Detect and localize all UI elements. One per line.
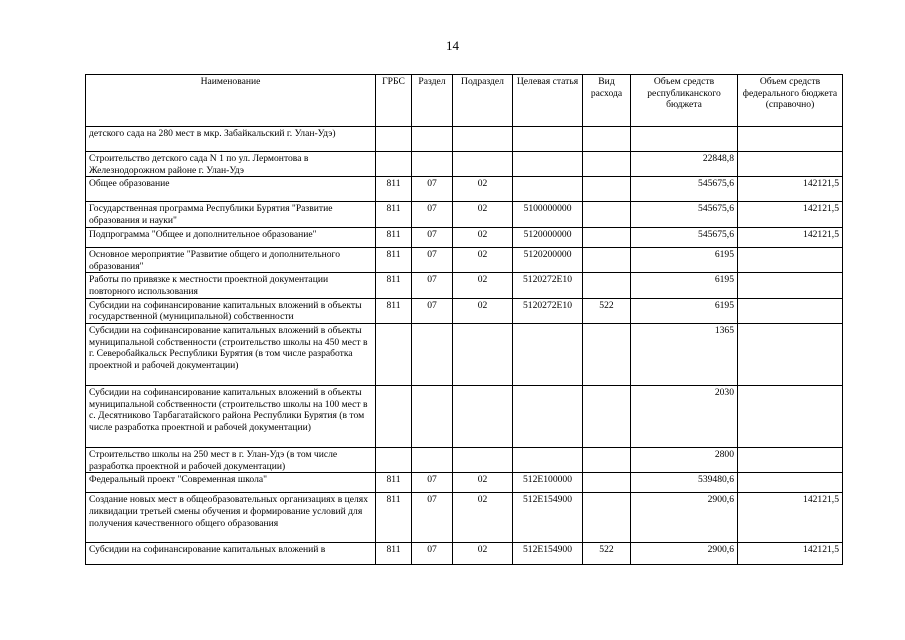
- row-grbs: [376, 127, 412, 152]
- row-grbs: [376, 448, 412, 473]
- row-target-article: [513, 152, 583, 177]
- row-republican-amount: [631, 127, 738, 152]
- row-grbs: 811: [376, 543, 412, 565]
- row-republican-amount: 539480,6: [631, 473, 738, 493]
- table-row: [86, 152, 843, 177]
- row-podrazdel: 02: [453, 177, 513, 202]
- header-name: Наименование: [86, 75, 376, 127]
- row-expense-type: [583, 273, 631, 298]
- table-row: [86, 202, 843, 227]
- row-expense-type: [583, 247, 631, 272]
- row-grbs: [376, 386, 412, 448]
- table-row: [86, 386, 843, 448]
- row-name: Работы по привязке к местности проектной документации повторного использования: [86, 273, 376, 298]
- row-podrazdel: 02: [453, 473, 513, 493]
- row-target-article: [513, 324, 583, 386]
- row-federal-amount: [738, 473, 843, 493]
- row-name: Создание новых мест в общеобразовательных организациях в целях ликвидации третьей смены обучения и формирование условий для получения качественного общего образования: [86, 493, 376, 543]
- row-republican-amount: 545675,6: [631, 177, 738, 202]
- row-expense-type: [583, 177, 631, 202]
- row-name: Строительство школы на 250 мест в г. Улан-Удэ (в том числе разработка проектной и рабочей документации): [86, 448, 376, 473]
- row-podrazdel: 02: [453, 543, 513, 565]
- row-grbs: 811: [376, 202, 412, 227]
- row-razdel: 07: [412, 247, 453, 272]
- header-razdel: Раздел: [412, 75, 453, 127]
- table-row: [86, 493, 843, 543]
- row-target-article: 5100000000: [513, 202, 583, 227]
- row-expense-type: [583, 202, 631, 227]
- row-expense-type: [583, 127, 631, 152]
- row-target-article: 512Е100000: [513, 473, 583, 493]
- row-name: Федеральный проект "Современная школа": [86, 473, 376, 493]
- row-razdel: 07: [412, 273, 453, 298]
- row-razdel: 07: [412, 202, 453, 227]
- row-grbs: 811: [376, 273, 412, 298]
- row-razdel: 07: [412, 543, 453, 565]
- row-federal-amount: [738, 298, 843, 323]
- row-republican-amount: 6195: [631, 273, 738, 298]
- header-grbs: ГРБС: [376, 75, 412, 127]
- row-podrazdel: [453, 127, 513, 152]
- row-federal-amount: [738, 273, 843, 298]
- row-podrazdel: 02: [453, 298, 513, 323]
- header-expense-type: Вид расхода: [583, 75, 631, 127]
- row-podrazdel: 02: [453, 202, 513, 227]
- row-grbs: 811: [376, 177, 412, 202]
- row-target-article: 5120200000: [513, 247, 583, 272]
- row-grbs: 811: [376, 493, 412, 543]
- table-row: [86, 473, 843, 493]
- row-republican-amount: 2800: [631, 448, 738, 473]
- row-grbs: 811: [376, 227, 412, 247]
- header-target-article: Целевая статья: [513, 75, 583, 127]
- row-podrazdel: [453, 152, 513, 177]
- row-republican-amount: 22848,8: [631, 152, 738, 177]
- row-podrazdel: 02: [453, 227, 513, 247]
- row-expense-type: [583, 227, 631, 247]
- header-federal-budget: Объем средств федерального бюджета (справочно): [738, 75, 843, 127]
- row-name: Основное мероприятие "Развитие общего и дополнительного образования": [86, 247, 376, 272]
- row-republican-amount: 545675,6: [631, 227, 738, 247]
- row-federal-amount: 142121,5: [738, 177, 843, 202]
- row-federal-amount: 142121,5: [738, 202, 843, 227]
- row-razdel: 07: [412, 177, 453, 202]
- row-name: Строительство детского сада N 1 по ул. Лермонтова в Железнодорожном районе г. Улан-Удэ: [86, 152, 376, 177]
- row-razdel: [412, 127, 453, 152]
- header-republican-budget: Объем средств республиканского бюджета: [631, 75, 738, 127]
- row-grbs: 811: [376, 247, 412, 272]
- row-expense-type: [583, 152, 631, 177]
- row-grbs: 811: [376, 298, 412, 323]
- row-name: Субсидии на софинансирование капитальных вложений в объекты государственной (муниципальной) собственности: [86, 298, 376, 323]
- row-republican-amount: 2030: [631, 386, 738, 448]
- row-razdel: 07: [412, 298, 453, 323]
- row-federal-amount: [738, 127, 843, 152]
- row-republican-amount: 545675,6: [631, 202, 738, 227]
- row-federal-amount: [738, 324, 843, 386]
- row-name: Субсидии на софинансирование капитальных вложений в объекты муниципальной собственности (строительство школы на 450 мест в г. Северобайкальск Республики Бурятия (в том числе разработка проектной и рабочей документации): [86, 324, 376, 386]
- row-grbs: [376, 152, 412, 177]
- row-target-article: 5120000000: [513, 227, 583, 247]
- row-name: Общее образование: [86, 177, 376, 202]
- row-name: Субсидии на софинансирование капитальных вложений в объекты муниципальной собственности (строительство школы на 100 мест в с. Десятниково Тарбагатайского района Республики Бурятия (в том числе разработка проектной и рабочей документации): [86, 386, 376, 448]
- row-republican-amount: 6195: [631, 298, 738, 323]
- row-expense-type: [583, 386, 631, 448]
- row-target-article: 5120272Е10: [513, 273, 583, 298]
- row-federal-amount: 142121,5: [738, 543, 843, 565]
- row-expense-type: [583, 448, 631, 473]
- row-expense-type: [583, 473, 631, 493]
- row-podrazdel: 02: [453, 493, 513, 543]
- row-grbs: [376, 324, 412, 386]
- row-razdel: [412, 448, 453, 473]
- row-federal-amount: [738, 386, 843, 448]
- row-razdel: 07: [412, 473, 453, 493]
- row-razdel: [412, 386, 453, 448]
- page-number: 14: [446, 38, 459, 53]
- row-target-article: 5120272Е10: [513, 298, 583, 323]
- table-row: [86, 177, 843, 202]
- header-podrazdel: Подраздел: [453, 75, 513, 127]
- row-podrazdel: 02: [453, 273, 513, 298]
- row-expense-type: [583, 324, 631, 386]
- row-name: Подпрограмма "Общее и дополнительное образование": [86, 227, 376, 247]
- row-target-article: [513, 127, 583, 152]
- table-row: [86, 273, 843, 298]
- row-razdel: 07: [412, 227, 453, 247]
- row-expense-type: [583, 493, 631, 543]
- row-name: Субсидии на софинансирование капитальных вложений в: [86, 543, 376, 565]
- row-republican-amount: 6195: [631, 247, 738, 272]
- row-name: детского сада на 280 мест в мкр. Забайкальский г. Улан-Удэ): [86, 127, 376, 152]
- row-expense-type: 522: [583, 298, 631, 323]
- table-row: [86, 324, 843, 386]
- row-federal-amount: 142121,5: [738, 227, 843, 247]
- row-republican-amount: 2900,6: [631, 543, 738, 565]
- row-grbs: 811: [376, 473, 412, 493]
- table-row: [86, 127, 843, 152]
- row-target-article: 512Е154900: [513, 493, 583, 543]
- row-name: Государственная программа Республики Бурятия "Развитие образования и науки": [86, 202, 376, 227]
- table-row: [86, 448, 843, 473]
- budget-table: [85, 74, 843, 565]
- row-expense-type: 522: [583, 543, 631, 565]
- row-federal-amount: 142121,5: [738, 493, 843, 543]
- row-podrazdel: [453, 448, 513, 473]
- row-podrazdel: 02: [453, 247, 513, 272]
- row-republican-amount: 1365: [631, 324, 738, 386]
- row-federal-amount: [738, 152, 843, 177]
- row-target-article: [513, 386, 583, 448]
- row-federal-amount: [738, 247, 843, 272]
- row-target-article: [513, 448, 583, 473]
- row-federal-amount: [738, 448, 843, 473]
- table-row: [86, 543, 843, 565]
- table-row: [86, 227, 843, 247]
- row-razdel: 07: [412, 493, 453, 543]
- table-header-row: [86, 75, 843, 127]
- table-row: [86, 298, 843, 323]
- row-razdel: [412, 152, 453, 177]
- table-row: [86, 247, 843, 272]
- row-target-article: [513, 177, 583, 202]
- row-target-article: 512Е154900: [513, 543, 583, 565]
- row-podrazdel: [453, 386, 513, 448]
- row-republican-amount: 2900,6: [631, 493, 738, 543]
- row-razdel: [412, 324, 453, 386]
- row-podrazdel: [453, 324, 513, 386]
